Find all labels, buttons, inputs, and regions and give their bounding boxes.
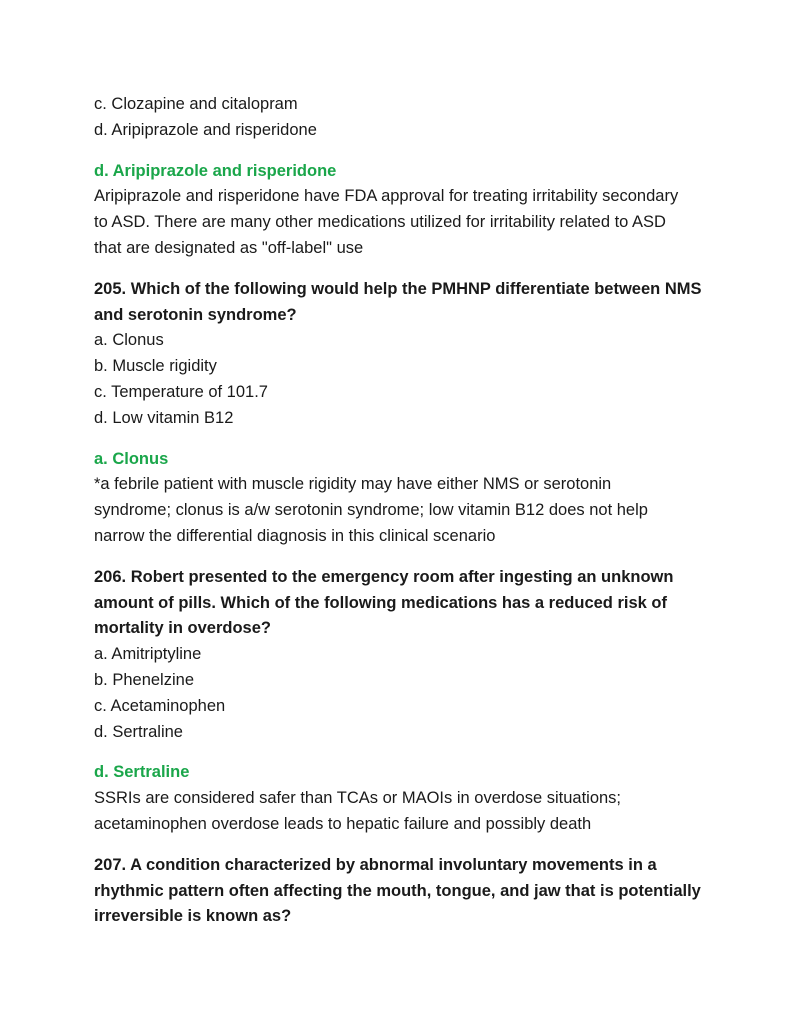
question-206-block — [94, 565, 734, 838]
option-a: a. Clonus — [94, 331, 164, 350]
option-b: b. Phenelzine — [94, 670, 194, 689]
option-d: d. Low vitamin B12 — [94, 408, 234, 427]
question-text: mortality in overdose? — [94, 619, 271, 638]
option-a: a. Amitriptyline — [94, 645, 202, 664]
option-d: d. Sertraline — [94, 722, 183, 741]
correct-answer: a. Clonus — [94, 449, 169, 468]
question-text: 206. Robert presented to the emergency room after ingesting an unknown — [94, 567, 674, 586]
correct-answer: d. Sertraline — [94, 763, 190, 782]
explanation-line: Aripiprazole and risperidone have FDA approval for treating irritability secondary — [94, 187, 679, 206]
option-c: c. Temperature of 101.7 — [94, 382, 268, 401]
option-c: c. Acetaminophen — [94, 696, 226, 715]
explanation-line: that are designated as "off-label" use — [94, 238, 364, 257]
explanation-line: syndrome; clonus is a/w serotonin syndrome; low vitamin B12 does not help — [94, 501, 648, 520]
question-text: 207. A condition characterized by abnormal involuntary movements in a — [94, 855, 657, 874]
explanation-line: narrow the differential diagnosis in this clinical scenario — [94, 526, 496, 545]
explanation-line: *a febrile patient with muscle rigidity may have either NMS or serotonin — [94, 475, 612, 494]
option-d: d. Aripiprazole and risperidone — [94, 120, 317, 139]
question-text: irreversible is known as? — [94, 907, 292, 926]
question-text: and serotonin syndrome? — [94, 305, 297, 324]
option-c: c. Clozapine and citalopram — [94, 95, 298, 113]
question-text: rhythmic pattern often affecting the mouth, tongue, and jaw that is potentially — [94, 881, 701, 900]
explanation-line: SSRIs are considered safer than TCAs or MAOIs in overdose situations; — [94, 789, 622, 808]
question-207-block — [94, 853, 734, 930]
prev-question-block — [94, 92, 734, 262]
explanation-line: acetaminophen overdose leads to hepatic failure and possibly death — [94, 814, 592, 833]
question-205-block — [94, 277, 734, 550]
option-b: b. Muscle rigidity — [94, 357, 217, 376]
explanation-line: to ASD. There are many other medications utilized for irritability related to ASD — [94, 213, 666, 232]
question-text: amount of pills. Which of the following medications has a reduced risk of — [94, 593, 667, 612]
correct-answer: d. Aripiprazole and risperidone — [94, 161, 337, 180]
question-text: 205. Which of the following would help the PMHNP differentiate between NMS — [94, 279, 702, 298]
